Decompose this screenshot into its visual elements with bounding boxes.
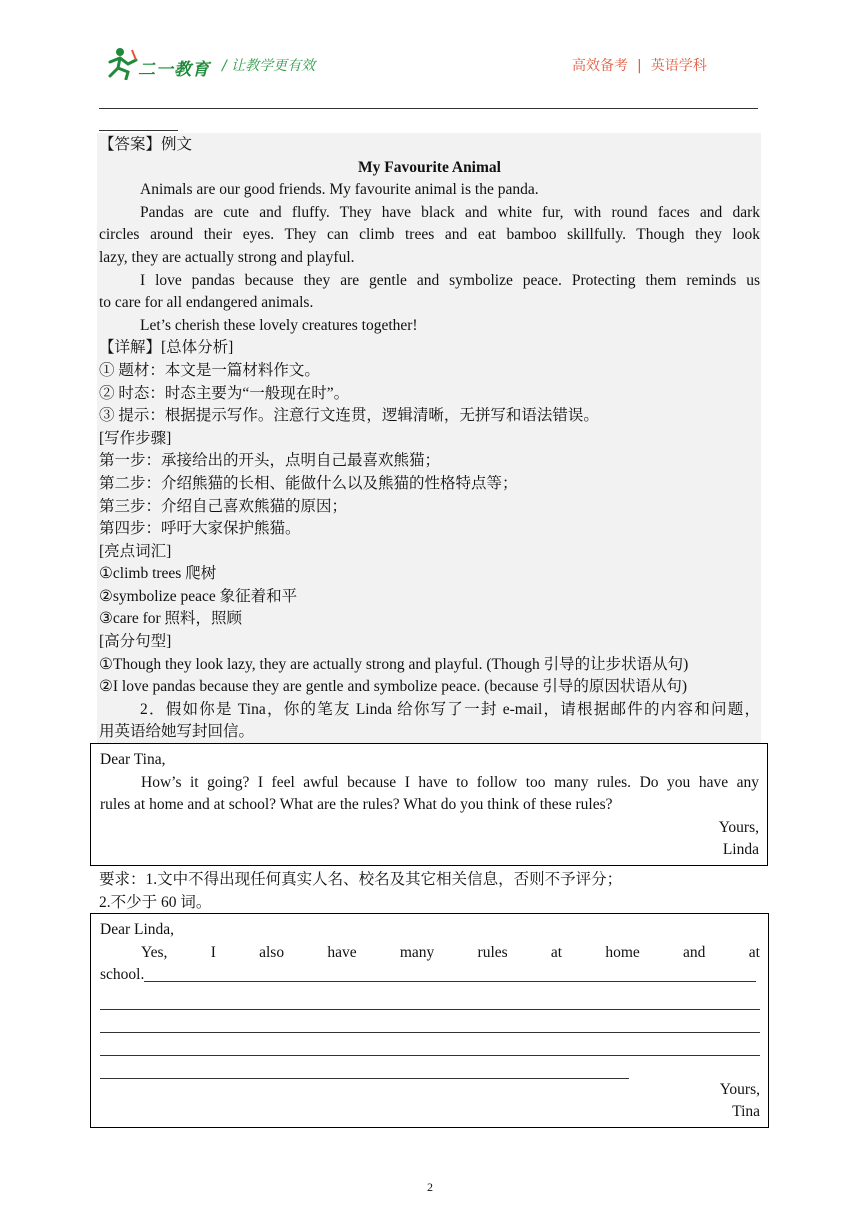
reply-letter-box: [90, 913, 769, 1128]
essay-paragraph-4: Let’s cherish these lovely creatures together!: [140, 316, 418, 334]
answer-blank-line[interactable]: [100, 987, 760, 1010]
steps-label: [写作步骤]: [99, 429, 172, 447]
writing-step: 第四步：呼吁大家保护熊猫。: [99, 520, 301, 538]
reply-word: at: [550, 943, 563, 961]
analysis-point: ① 题材：本文是一篇材料作文。: [99, 361, 320, 379]
reply-word: and: [683, 943, 706, 961]
header-subject: [572, 55, 707, 75]
writing-step: 第一步：承接给出的开头，点明自己最喜欢熊猫；: [99, 452, 441, 470]
question-line-1: 2．假如你是 Tina，你的笔友 Linda 给你写了一封 e-mail，请根据邮件的内容和问题，: [140, 700, 760, 718]
header-tag-left: 高效备考: [572, 58, 628, 74]
reply-closing: Yours,: [719, 1080, 760, 1098]
page-number: 2: [427, 1180, 433, 1194]
reply-signature: Tina: [732, 1103, 760, 1121]
reply-word: many: [399, 943, 435, 961]
writing-step: 第二步：介绍熊猫的长相、能做什么以及熊猫的性格特点等；: [99, 474, 518, 492]
short-divider: [99, 130, 178, 131]
reply-word: Yes,: [141, 943, 168, 961]
reply-word: rules: [477, 943, 508, 961]
essay-paragraph-2-line-3: lazy, they are actually strong and playful.: [99, 248, 355, 266]
letter-body-line-2: rules at home and at school? What are the rules? What do you think of these rules?: [100, 796, 613, 814]
answer-label: 【答案】例文: [99, 136, 193, 153]
reply-word: also: [259, 943, 285, 961]
writing-step: 第三步：介绍自己喜欢熊猫的原因；: [99, 497, 348, 515]
header-tag-right: 英语学科: [650, 58, 707, 74]
letter-signature: Linda: [722, 841, 759, 859]
requirement-1: 要求：1.文中不得出现任何真实人名、校名及其它相关信息，否则不予评分；: [99, 871, 623, 888]
logo-text: 二一教育: [138, 60, 210, 80]
header-divider: [99, 108, 758, 109]
answer-blank-line[interactable]: [100, 1010, 760, 1033]
answer-blank-line[interactable]: [100, 1033, 760, 1056]
vocab-item: ③care for 照料，照顾: [99, 610, 243, 628]
answer-blank-line[interactable]: [144, 964, 756, 982]
vocab-label: [亮点词汇]: [99, 542, 172, 560]
reply-first-line: [100, 942, 760, 965]
reply-word: I: [210, 943, 216, 961]
requirements: [99, 869, 760, 914]
linda-letter-box: [90, 743, 768, 866]
sentence-item: ①Though they look lazy, they are actually strong and playful. (Though 引导的让步状语从句): [99, 655, 689, 673]
essay-paragraph-3-line-1: I love pandas because they are gentle and symbolize peace. Protecting them reminds us: [140, 271, 760, 289]
essay-paragraph-2-line-2: circles around their eyes. They can climb trees and eat bamboo skillfully. Though they look: [99, 226, 760, 244]
answer-content: [99, 134, 760, 744]
reply-school-word: school.: [100, 966, 145, 984]
question-line-2: 用英语给她写封回信。: [99, 723, 255, 741]
essay-paragraph-1: Animals are our good friends. My favourite animal is the panda.: [140, 181, 539, 199]
requirement-2: 2.不少于 60 词。: [99, 893, 212, 911]
letter-greeting: Dear Tina,: [100, 751, 166, 768]
sentence-label: [高分句型]: [99, 633, 172, 651]
letter-closing: Yours,: [718, 818, 759, 836]
vocab-item: ②symbolize peace 象征着和平: [99, 587, 298, 605]
reply-greeting: Dear Linda,: [100, 921, 175, 938]
header-separator: |: [637, 58, 642, 74]
essay-paragraph-2-line-1: Pandas are cute and fluffy. They have black and white fur, with round faces and dark: [140, 203, 760, 221]
analysis-label: 【详解】[总体分析]: [99, 339, 234, 357]
answer-blank-line[interactable]: [100, 1056, 629, 1079]
letter-body-line-1: How’s it going? I feel awful because I have to follow too many rules. Do you have any: [141, 773, 759, 791]
sentence-item: ②I love pandas because they are gentle and symbolize peace. (because 引导的原因状语从句): [99, 678, 688, 696]
reply-word: home: [605, 943, 640, 961]
essay-paragraph-3-line-2: to care for all endangered animals.: [99, 294, 314, 312]
essay-title: My Favourite Animal: [358, 158, 501, 176]
analysis-point: ③ 提示：根据提示写作。注意行文连贯，逻辑清晰，无拼写和语法错误。: [99, 407, 599, 425]
vocab-item: ①climb trees 爬树: [99, 565, 217, 583]
reply-word: have: [327, 943, 357, 961]
reply-writing-line-1[interactable]: [100, 964, 760, 987]
page-header: [0, 0, 860, 112]
reply-word: at: [748, 943, 760, 961]
analysis-point: ② 时态：时态主要为“一般现在时”。: [99, 384, 350, 402]
header-slogan: / 让教学更有效: [222, 58, 316, 74]
